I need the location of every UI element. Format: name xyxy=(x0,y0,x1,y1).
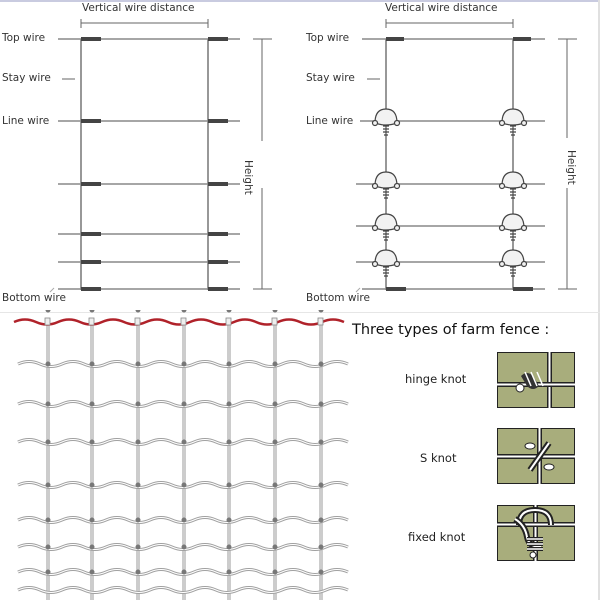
line-wire-label: Line wire xyxy=(306,115,354,127)
stay-wire-label: Stay wire xyxy=(2,72,51,84)
s-knot-label: S knot xyxy=(420,451,457,465)
height-label: Height xyxy=(242,160,254,195)
vertical-wire-distance-label: Vertical wire distance xyxy=(82,2,195,14)
fixed-knot-icon xyxy=(497,505,575,561)
stay-wire-label: Stay wire xyxy=(306,72,355,84)
hinge-knot-icon xyxy=(497,352,575,408)
bottom-wire-label: Bottom wire xyxy=(306,292,370,304)
s-knot-icon xyxy=(497,428,575,484)
fixed-knot-label: fixed knot xyxy=(408,530,466,544)
top-wire-label: Top wire xyxy=(2,32,46,44)
top-wire-label: Top wire xyxy=(306,32,350,44)
fence-mesh-illustration xyxy=(0,310,350,600)
fence-diagram-hinge xyxy=(0,0,300,310)
line-wire-label: Line wire xyxy=(2,115,50,127)
hinge-knot-label: hinge knot xyxy=(405,372,467,386)
knot-types-title: Three types of farm fence : xyxy=(352,322,550,338)
fence-diagram-fixed xyxy=(300,0,600,310)
fixed-knot-clips xyxy=(373,109,527,276)
vertical-wire-distance-label: Vertical wire distance xyxy=(385,2,498,14)
bottom-wire-label: Bottom wire xyxy=(2,292,66,304)
height-label: Height xyxy=(565,150,577,185)
top-red-wire xyxy=(14,320,344,325)
